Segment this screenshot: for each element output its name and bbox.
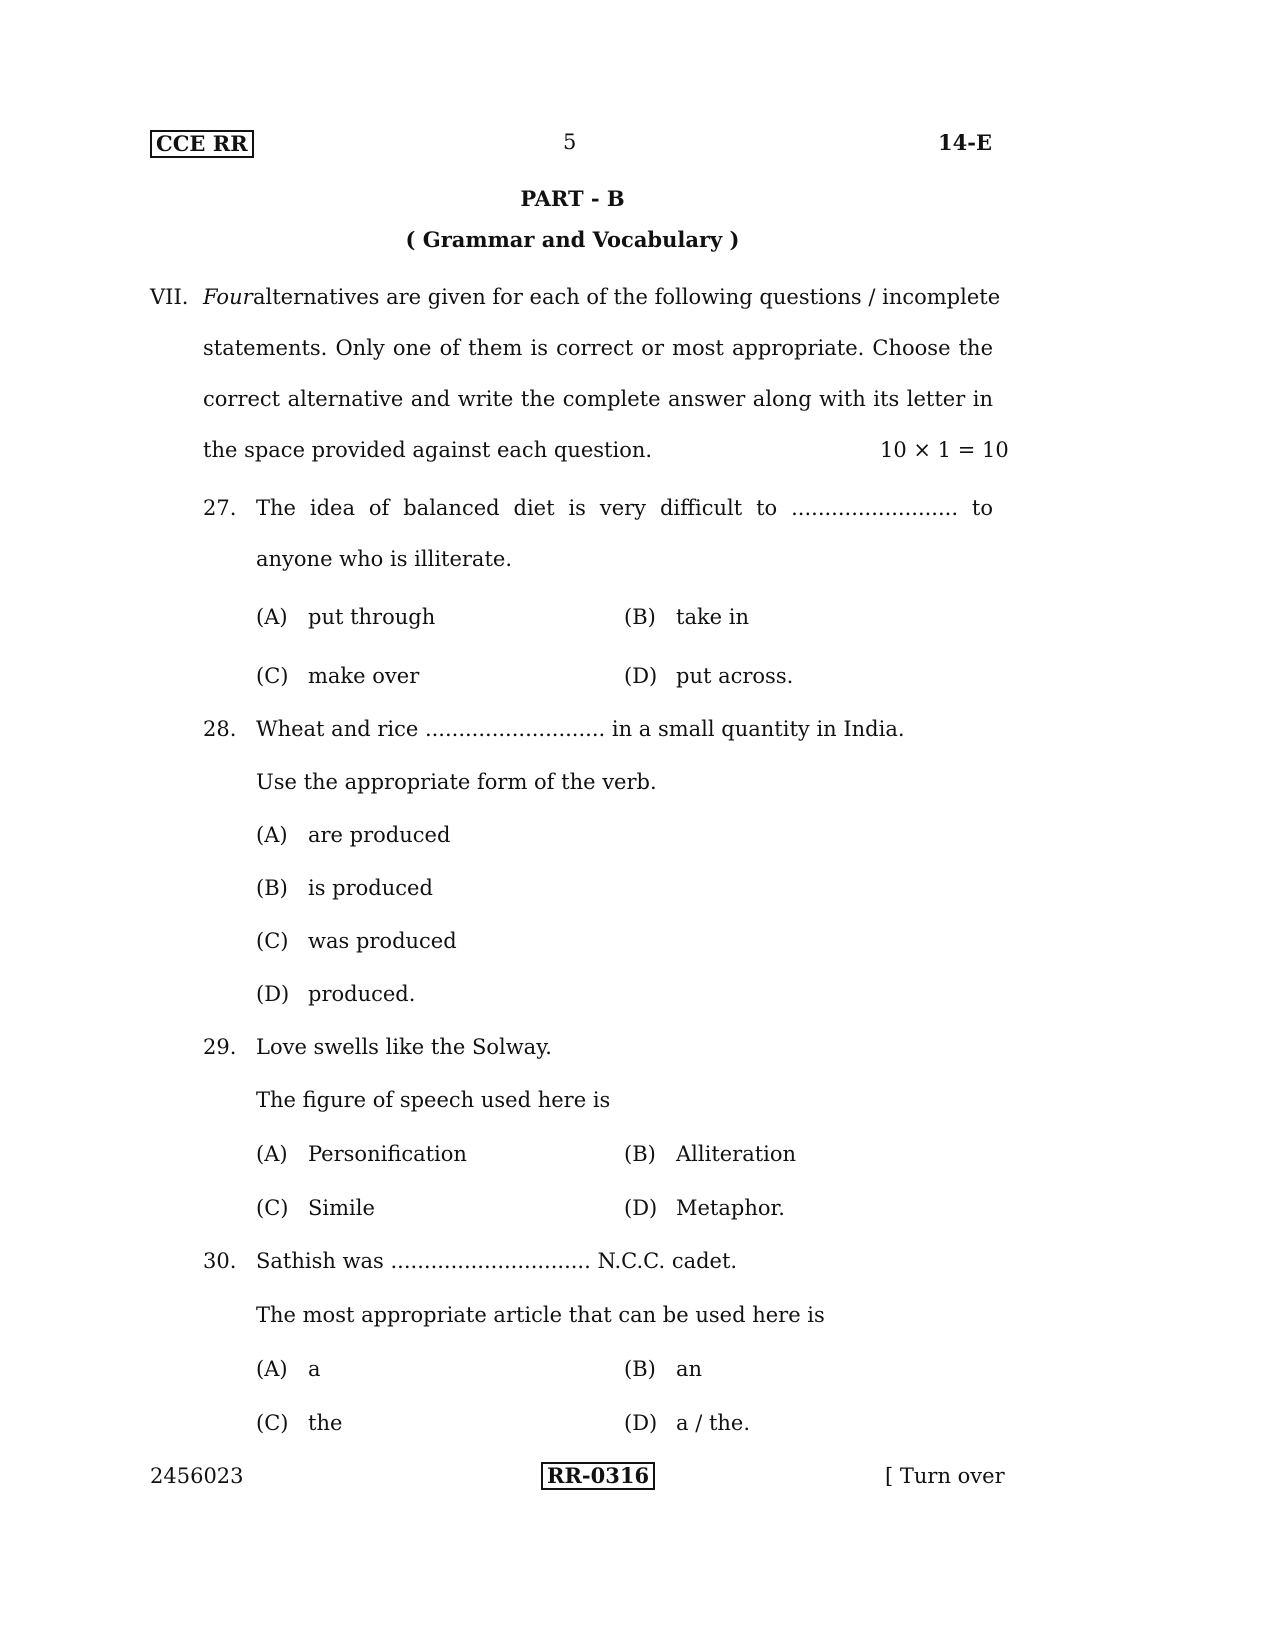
option-text: was produced bbox=[308, 929, 457, 953]
paper-series-code: CCE RR bbox=[150, 130, 254, 158]
marks-allocation: 10 × 1 = 10 bbox=[880, 438, 1009, 462]
question-number: 27. bbox=[203, 496, 237, 520]
paper-code: RR-0316 bbox=[541, 1462, 655, 1490]
question-number: 30. bbox=[203, 1249, 237, 1273]
question-text: Wheat and rice ........................... in a small quantity in India. bbox=[256, 717, 905, 741]
part-subtitle: ( Grammar and Vocabulary ) bbox=[405, 227, 740, 252]
option-letter: (C) bbox=[256, 664, 289, 688]
page-number: 5 bbox=[563, 130, 577, 154]
instruction-text-1: alternatives are given for each of the following questions / incomplete bbox=[253, 285, 1001, 309]
option-letter: (A) bbox=[256, 1357, 288, 1381]
option-text: make over bbox=[308, 664, 420, 688]
option-letter: (D) bbox=[624, 1196, 658, 1220]
option-text: a bbox=[308, 1357, 321, 1381]
question-number: 28. bbox=[203, 717, 237, 741]
option-letter: (D) bbox=[624, 664, 658, 688]
option-text: a / the. bbox=[676, 1411, 751, 1435]
turn-over-note: [ Turn over bbox=[885, 1464, 1005, 1488]
option-letter: (A) bbox=[256, 1142, 288, 1166]
option-text: an bbox=[676, 1357, 703, 1381]
option-text: Simile bbox=[308, 1196, 375, 1220]
question-instruction: Use the appropriate form of the verb. bbox=[256, 770, 657, 794]
part-title: PART - B bbox=[520, 186, 625, 211]
option-letter: (B) bbox=[256, 876, 288, 900]
option-text: are produced bbox=[308, 823, 451, 847]
option-text: the bbox=[308, 1411, 343, 1435]
option-text: is produced bbox=[308, 876, 433, 900]
option-text: produced. bbox=[308, 982, 416, 1006]
question-text: Love swells like the Solway. bbox=[256, 1035, 552, 1059]
instruction-line-2: statements. Only one of them is correct or most appropriate. Choose the bbox=[203, 336, 993, 360]
option-letter: (B) bbox=[624, 605, 656, 629]
option-letter: (C) bbox=[256, 929, 289, 953]
option-letter: (C) bbox=[256, 1196, 289, 1220]
option-text: Alliteration bbox=[676, 1142, 797, 1166]
instruction-emphasis: Four bbox=[203, 285, 253, 309]
option-letter: (A) bbox=[256, 823, 288, 847]
question-number: 29. bbox=[203, 1035, 237, 1059]
option-letter: (C) bbox=[256, 1411, 289, 1435]
option-text: put through bbox=[308, 605, 436, 629]
question-instruction: The figure of speech used here is bbox=[256, 1088, 611, 1112]
option-letter: (D) bbox=[624, 1411, 658, 1435]
option-letter: (B) bbox=[624, 1142, 656, 1166]
option-letter: (A) bbox=[256, 605, 288, 629]
option-letter: (B) bbox=[624, 1357, 656, 1381]
option-text: Personification bbox=[308, 1142, 467, 1166]
instruction-line-1 bbox=[203, 285, 1001, 309]
instruction-line-3: correct alternative and write the complete answer along with its letter in bbox=[203, 387, 993, 411]
option-text: take in bbox=[676, 605, 750, 629]
option-text: Metaphor. bbox=[676, 1196, 785, 1220]
question-instruction: The most appropriate article that can be used here is bbox=[256, 1303, 825, 1327]
question-text: Sathish was .............................. N.C.C. cadet. bbox=[256, 1249, 738, 1273]
section-number: VII. bbox=[150, 285, 189, 309]
option-text: put across. bbox=[676, 664, 794, 688]
subject-code: 14-E bbox=[938, 130, 992, 155]
booklet-code: 2456023 bbox=[150, 1464, 244, 1488]
option-letter: (D) bbox=[256, 982, 290, 1006]
question-text: The idea of balanced diet is very difficult to ......................... to bbox=[256, 496, 993, 520]
question-text-cont: anyone who is illiterate. bbox=[256, 547, 512, 571]
instruction-line-4: the space provided against each question. bbox=[203, 438, 653, 462]
